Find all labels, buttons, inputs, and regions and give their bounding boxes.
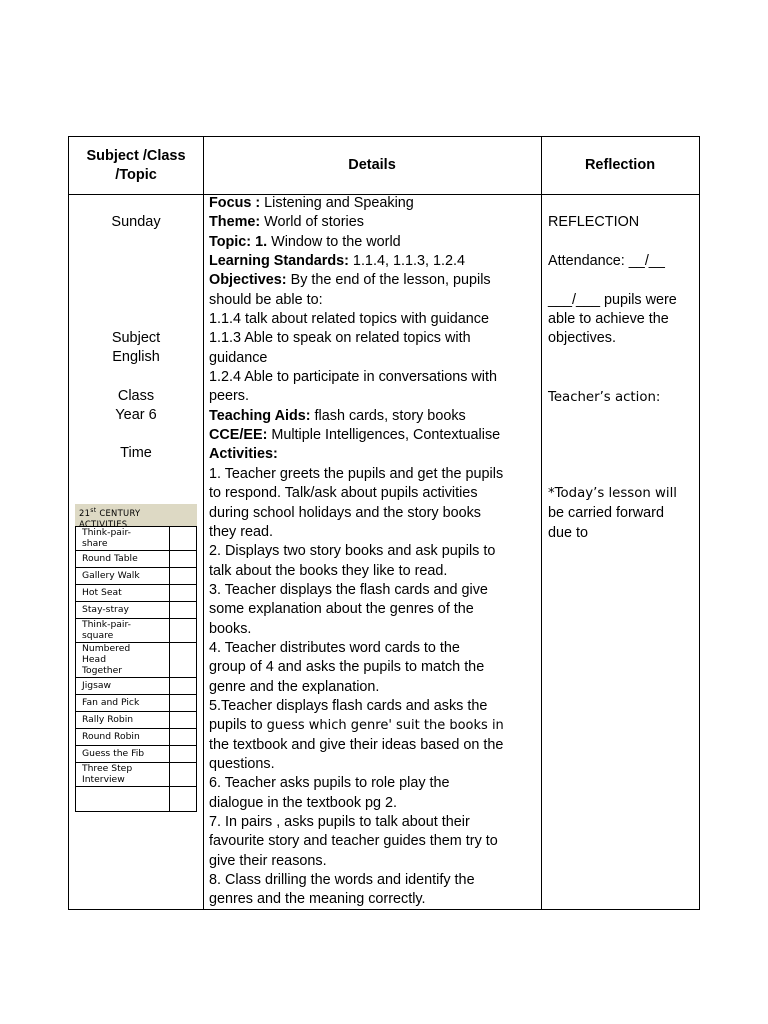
century-activity-checkbox[interactable] (170, 678, 197, 695)
century-activities-title (75, 504, 197, 529)
activity-1 (209, 465, 539, 542)
century-activity-checkbox[interactable] (170, 643, 197, 678)
century-activity-checkbox[interactable] (170, 619, 197, 643)
century-activity-text: Together (82, 665, 123, 676)
century-activity-row (76, 551, 197, 568)
century-activity-text: Round Table (82, 553, 138, 564)
teacher-action-label: Teacher’s action: (548, 389, 661, 405)
century-activity-text: Three Step (82, 763, 133, 774)
century-activity-text: Fan and Pick (82, 697, 140, 708)
objective-114: 1.1.4 talk about related topics with guidance (209, 311, 489, 328)
century-activity-checkbox[interactable] (170, 763, 197, 787)
class-value: Year 6 (115, 407, 157, 423)
subject-value: English (112, 349, 160, 365)
lesson-plan-table (68, 136, 700, 910)
objectives-line: Objectives: By the end of the lesson, pupils (209, 272, 491, 289)
century-activity-label (76, 746, 170, 763)
activity-line: during school holidays and the story books (209, 504, 481, 521)
century-activity-label (76, 712, 170, 729)
reflection-content (548, 213, 698, 543)
century-activity-text: Numbered (82, 643, 131, 654)
activity-8 (209, 871, 539, 910)
century-activity-checkbox[interactable] (170, 787, 197, 812)
century-activity-label (76, 729, 170, 746)
century-activity-checkbox[interactable] (170, 712, 197, 729)
carry-forward-line: be carried forward (548, 505, 664, 522)
century-activity-text: Round Robin (82, 731, 140, 742)
activity-line: group of 4 and asks the pupils to match the (209, 659, 485, 676)
century-activity-text: Guess the Fib (82, 748, 145, 759)
activity-line: dialogue in the textbook pg 2. (209, 794, 398, 811)
activity-line: 3. Teacher displays the flash cards and give (209, 581, 488, 598)
activity-line: some explanation about the genres of the (209, 601, 474, 618)
century-activity-label (76, 695, 170, 712)
activity-line: questions. (209, 755, 275, 772)
carry-forward-line: due to (548, 524, 589, 541)
century-activities-table (75, 526, 197, 812)
century-activity-label (76, 602, 170, 619)
class-label: Class (117, 388, 155, 404)
activity-line: to respond. Talk/ask about pupils activities (209, 485, 478, 502)
century-activity-text: Rally Robin (82, 714, 134, 725)
century-activity-label (76, 585, 170, 602)
century-activity-checkbox[interactable] (170, 568, 197, 585)
century-activity-row (76, 712, 197, 729)
header-reflection: Reflection (584, 157, 656, 173)
century-activity-row (76, 746, 197, 763)
teaching-aids-line: Teaching Aids: flash cards, story books (209, 407, 466, 424)
century-activity-text: Gallery Walk (82, 570, 140, 581)
century-activity-row (76, 527, 197, 551)
objective-124: 1.2.4 Able to participate in conversations with (209, 369, 497, 386)
century-activity-checkbox[interactable] (170, 551, 197, 568)
activity-line: genres and the meaning correctly. (209, 891, 426, 908)
century-activity-label (76, 763, 170, 787)
cce-line: CCE/EE: Multiple Intelligences, Contextualise (209, 427, 501, 444)
century-activity-checkbox[interactable] (170, 585, 197, 602)
century-activity-text: share (82, 538, 108, 549)
century-activities-checklist (75, 504, 197, 812)
activity-line: 5.Teacher displays flash cards and asks the (209, 697, 488, 714)
century-activity-checkbox[interactable] (170, 746, 197, 763)
activity-line: favourite story and teacher guides them try to (209, 833, 498, 850)
activity-line: 8. Class drilling the words and identify the (209, 872, 475, 889)
activity-line: 2. Displays two story books and ask pupils to (209, 543, 496, 560)
century-activity-row (76, 729, 197, 746)
activity-line: give their reasons. (209, 852, 327, 869)
century-activity-checkbox[interactable] (170, 602, 197, 619)
century-activity-label (76, 678, 170, 695)
day-label: Sunday (111, 214, 161, 230)
century-activity-row (76, 678, 197, 695)
century-activity-row (76, 602, 197, 619)
activities-heading: Activities: (209, 446, 278, 463)
activity-line: 6. Teacher asks pupils to role play the (209, 775, 450, 792)
century-activity-row (76, 585, 197, 602)
header-subject-class-topic: Subject /Class /Topic (86, 147, 186, 183)
century-activity-row (76, 643, 197, 678)
century-activity-text: Jigsaw (82, 680, 112, 691)
activity-line: books. (209, 620, 252, 637)
theme-line: Theme: World of stories (209, 214, 364, 231)
century-activity-label (76, 527, 170, 551)
century-activity-checkbox[interactable] (170, 729, 197, 746)
achievement-line: able to achieve the (548, 311, 669, 328)
century-activity-text: Head (82, 654, 107, 665)
activity-5 (209, 697, 539, 774)
century-activity-row (76, 787, 197, 812)
objectives-line: should be able to: (209, 291, 323, 308)
activity-line: pupils to guess which genre' suit the books in (209, 717, 504, 734)
century-activity-label (76, 619, 170, 643)
column-divider (541, 137, 542, 909)
century-activity-checkbox[interactable] (170, 695, 197, 712)
time-label: Time (120, 445, 152, 461)
activity-line: 4. Teacher distributes word cards to the (209, 639, 460, 656)
activity-line: 1. Teacher greets the pupils and get the pupils (209, 465, 504, 482)
century-title-line: ACTIVITIES (79, 518, 128, 529)
century-activity-label (76, 787, 170, 812)
activity-line: 7. In pairs , asks pupils to talk about their (209, 814, 470, 830)
century-activity-text: Hot Seat (82, 587, 122, 598)
century-activity-row (76, 695, 197, 712)
century-activity-text: square (82, 630, 114, 641)
activity-line: the textbook and give their ideas based on the (209, 736, 504, 753)
century-activity-row (76, 619, 197, 643)
activity-2 (209, 542, 539, 581)
activity-line: genre and the explanation. (209, 678, 380, 695)
century-activity-label (76, 568, 170, 585)
century-activity-text: Think-pair- (82, 527, 131, 538)
focus-line: Focus : Listening and Speaking (209, 195, 414, 211)
reflection-title: REFLECTION (548, 214, 640, 230)
activity-6 (209, 774, 539, 813)
header-details: Details (348, 157, 396, 173)
century-activity-text: Stay-stray (82, 604, 129, 615)
century-activity-text: Interview (82, 774, 125, 785)
attendance-line: Attendance: __/__ (548, 253, 665, 270)
objective-113-cont: guidance (209, 349, 268, 366)
century-activity-row (76, 763, 197, 787)
activity-4 (209, 639, 539, 697)
column-divider (203, 137, 204, 909)
subject-label: Subject (111, 330, 161, 346)
objective-113: 1.1.3 Able to speak on related topics with (209, 330, 471, 347)
century-title-line: 21st CENTURY (79, 507, 141, 518)
century-activity-text: Think-pair- (82, 619, 131, 630)
century-activity-label (76, 643, 170, 678)
century-activity-checkbox[interactable] (170, 527, 197, 551)
activity-7 (209, 813, 539, 871)
century-activity-row (76, 568, 197, 585)
activity-line: they read. (209, 523, 273, 540)
details-content (209, 194, 539, 910)
carry-forward-line: *Today’s lesson will (548, 486, 677, 502)
century-activity-label (76, 551, 170, 568)
objective-124-cont: peers. (209, 388, 249, 405)
learning-standards-line: Learning Standards: 1.1.4, 1.1.3, 1.2.4 (209, 253, 465, 270)
activity-line: talk about the books they like to read. (209, 562, 448, 579)
achievement-line: ___/___ pupils were (548, 291, 677, 308)
activity-3 (209, 581, 539, 639)
achievement-line: objectives. (548, 330, 616, 347)
topic-line: Topic: 1. Window to the world (209, 233, 401, 250)
